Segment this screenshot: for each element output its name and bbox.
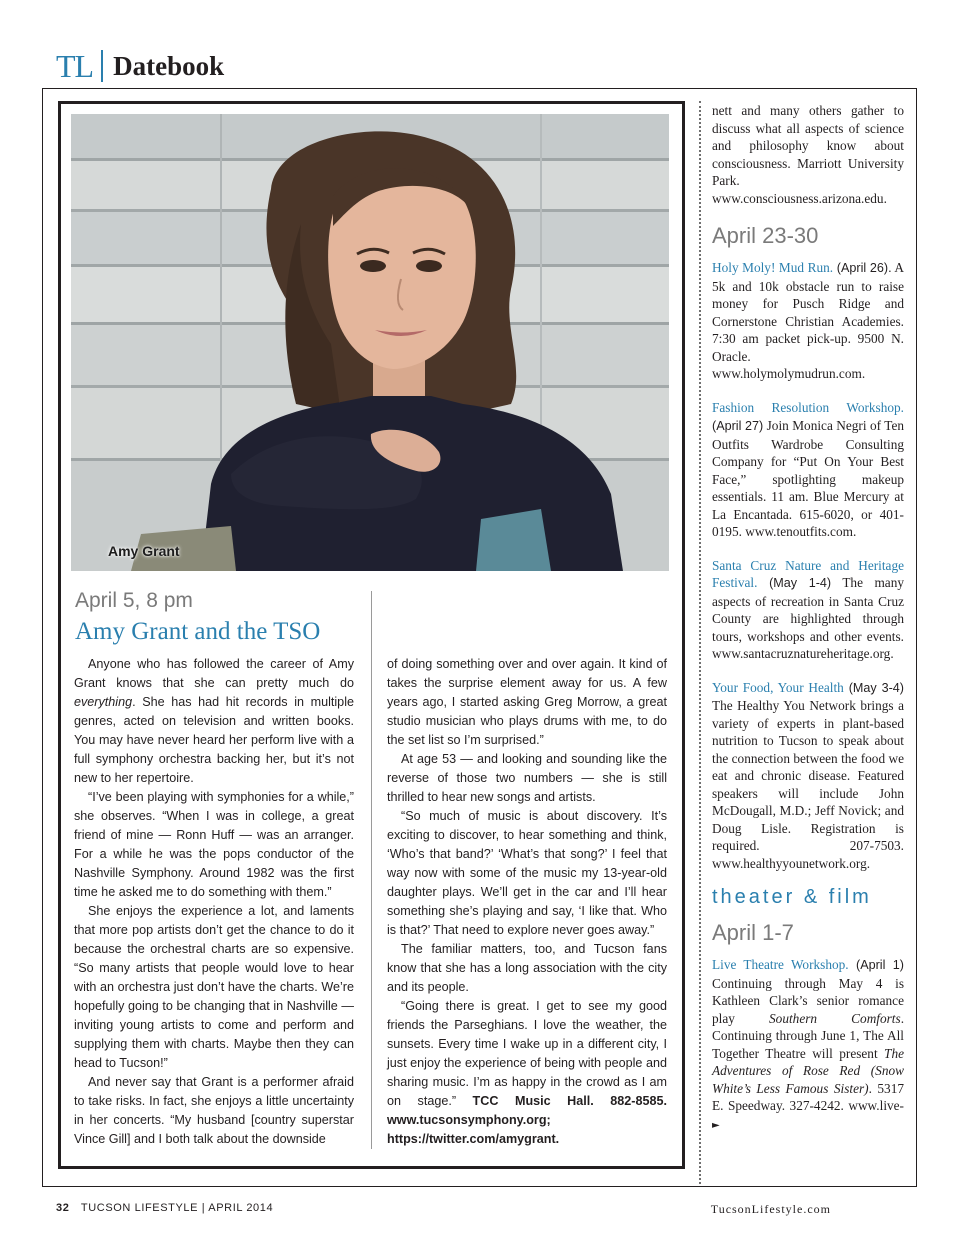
sidebar-dotted-divider [699,101,701,1184]
article-paragraph: “So much of music is about discovery. It’s exciting to discover, to hear something and think, ‘Who’s that band?’ ‘What’s that song?’ I feel that way now with some of the music my 13-year-old daughter plays. We’ll get in the car and I’ll hear something she’s playing and say, ‘I like that. Who is that?’ That need to explore never goes away.” [387,809,667,937]
sidebar-listing: Live Theatre Workshop. (April 1) Continuing through May 4 is Kathleen Clark’s senior romance play Southern Comforts. Continuing through June 1, The All Together Theatre will present The Adventures of Rose Red (Snow White’s Less Famous Sister). 5317 E. Speedway. 327-4242. www.live-► [712,957,905,1131]
listing-title: Fashion Resolution Workshop. [712,399,904,415]
magazine-name: TUCSON LIFESTYLE [80,1202,199,1214]
page-header [56,46,224,86]
issue-date: APRIL 2014 [208,1202,274,1214]
article-paragraph: “I’ve been playing with symphonies for a while,” she observes. “When I was in college, a great friend of mine — Ronn Huff — was an arranger. For a while he was the pops conductor of the Nashville Symphony. Around 1982 was the first time he asked me to do something with them.” [74,790,354,899]
section-title: Datebook [113,50,225,81]
venue-contact-info: TCC Music Hall. 882-8585. www.tucsonsymphony.org; https://twitter.com/amygrant. [387,1094,667,1146]
footer-website: TucsonLifestyle.com [710,1202,831,1216]
listing-title: Your Food, Your Health [712,679,844,695]
feature-event-title: Amy Grant and the TSO [75,618,321,645]
footer-separator: | [201,1202,206,1214]
sidebar-listing-continued: nett and many others gather to discuss what all aspects of science and philosophy know about consciousness. Marriott University Park. www.consciousness.arizona.edu. [712,103,904,206]
listing-title: Santa Cruz Nature and Heritage Festival. [712,557,904,590]
feature-event-date: April 5, 8 pm [75,589,193,612]
sidebar-listing: Santa Cruz Nature and Heritage Festival. (May 1-4) The many aspects of recreation in Santa Cruz County are highlighted through tours, workshops and other events. www.santacruznatureheritage.org. [712,557,904,661]
article-paragraph: of doing something over and over again. It kind of takes the surprise element away for us. A few years ago, I started asking Greg Morrow, a great studio musician who plays drums with me, to do the set list so I’m surprised.” [387,657,667,747]
datebook-sidebar [712,102,904,1150]
column-divider [371,591,372,1149]
page-footer [56,1202,273,1214]
article-paragraph: And never say that Grant is a performer afraid to take risks. In fact, she enjoys a little uncertainty in her concerts. “My husband [country superstar Vince Gill] and I both talk about the downside [74,1075,354,1146]
article-paragraph: She enjoys the experience a lot, and laments that more pop artists don’t get the chance to do it because the orchestral charts are so expensive. “So many artists that people would love to hear with an orchestra just don’t have the charts. We’re hopefully going to be changing that in Nashville — inviting young artists to come and perform and supplying them with charts. Maybe then they can head to Tucson!” [74,904,354,1070]
sidebar-listing: Fashion Resolution Workshop. (April 27) Join Monica Negri of Ten Outfits Wardrobe Consulting Company for “Put On Your Best Face,” spotlighting makeup essentials. 11 am. Blue Mercury at La Encantada. 615-6020, or 401-0195. www.tenoutfits.com. [712,399,904,539]
article-paragraph: Anyone who has followed the career of Amy Grant knows that she can pretty much do everything. She has had hit records in multiple genres, acted on television and written books. You may have never heard her perform live with a full symphony orchestra backing her, but it’s not new to her repertoire. [74,657,354,785]
listing-title: Live Theatre Workshop. [712,957,849,972]
article-column-2 [387,655,667,1149]
article-column-1 [74,655,354,1149]
sidebar-listing: Your Food, Your Health (May 3-4) The Healthy You Network brings a variety of experts in plant-based nutrition to Tucson to speak about the connection between the food we eat and chronic disease. Featured speakers will include John McDougall, M.D.; Jeff Novick; and Doug Lisle. Registration is required. 207-7503. www.healthyyounetwork.org. [712,679,904,871]
continued-arrow-icon: ► [712,1119,720,1131]
article-paragraph: At age 53 — and looking and sounding like the reverse of those two numbers — she is still thrilled to hear new songs and artists. [387,752,667,804]
tl-logo: TL [56,50,103,82]
page-number: 32 [56,1202,70,1214]
listing-title: Holy Moly! Mud Run. [712,260,834,275]
article-paragraph: “Going there is great. I get to see my good friends the Parseghians. I love the weather, the sunsets. Every time I wake up in a different city, I just enjoy the experience of being with people and sharing music. I’m as happy in the crowd as I am on stage.” TCC Music Hall. 882-8585. www.tucsonsymphony.org; https://twitter.com/amygrant. [387,999,667,1146]
photo-caption: Amy Grant [108,543,180,559]
article-paragraph: The familiar matters, too, and Tucson fans know that she has a long association with the city and its people. [387,942,667,994]
sidebar-date-heading: April 1-7 [712,920,794,945]
page-frame-bottom-rule [42,1186,917,1187]
sidebar-listing: Holy Moly! Mud Run. (April 26). A 5k and 10k obstacle run to raise money for Pusch Ridge and Cornerstone Christian Academies. 7:30 am packet pick-up. 9500 N. Oracle. www.holymolymudrun.com. [712,260,904,381]
sidebar-date-heading: April 23-30 [712,223,819,248]
sidebar-section-heading: theater & film [712,886,872,908]
amy-grant-photo [71,114,669,571]
